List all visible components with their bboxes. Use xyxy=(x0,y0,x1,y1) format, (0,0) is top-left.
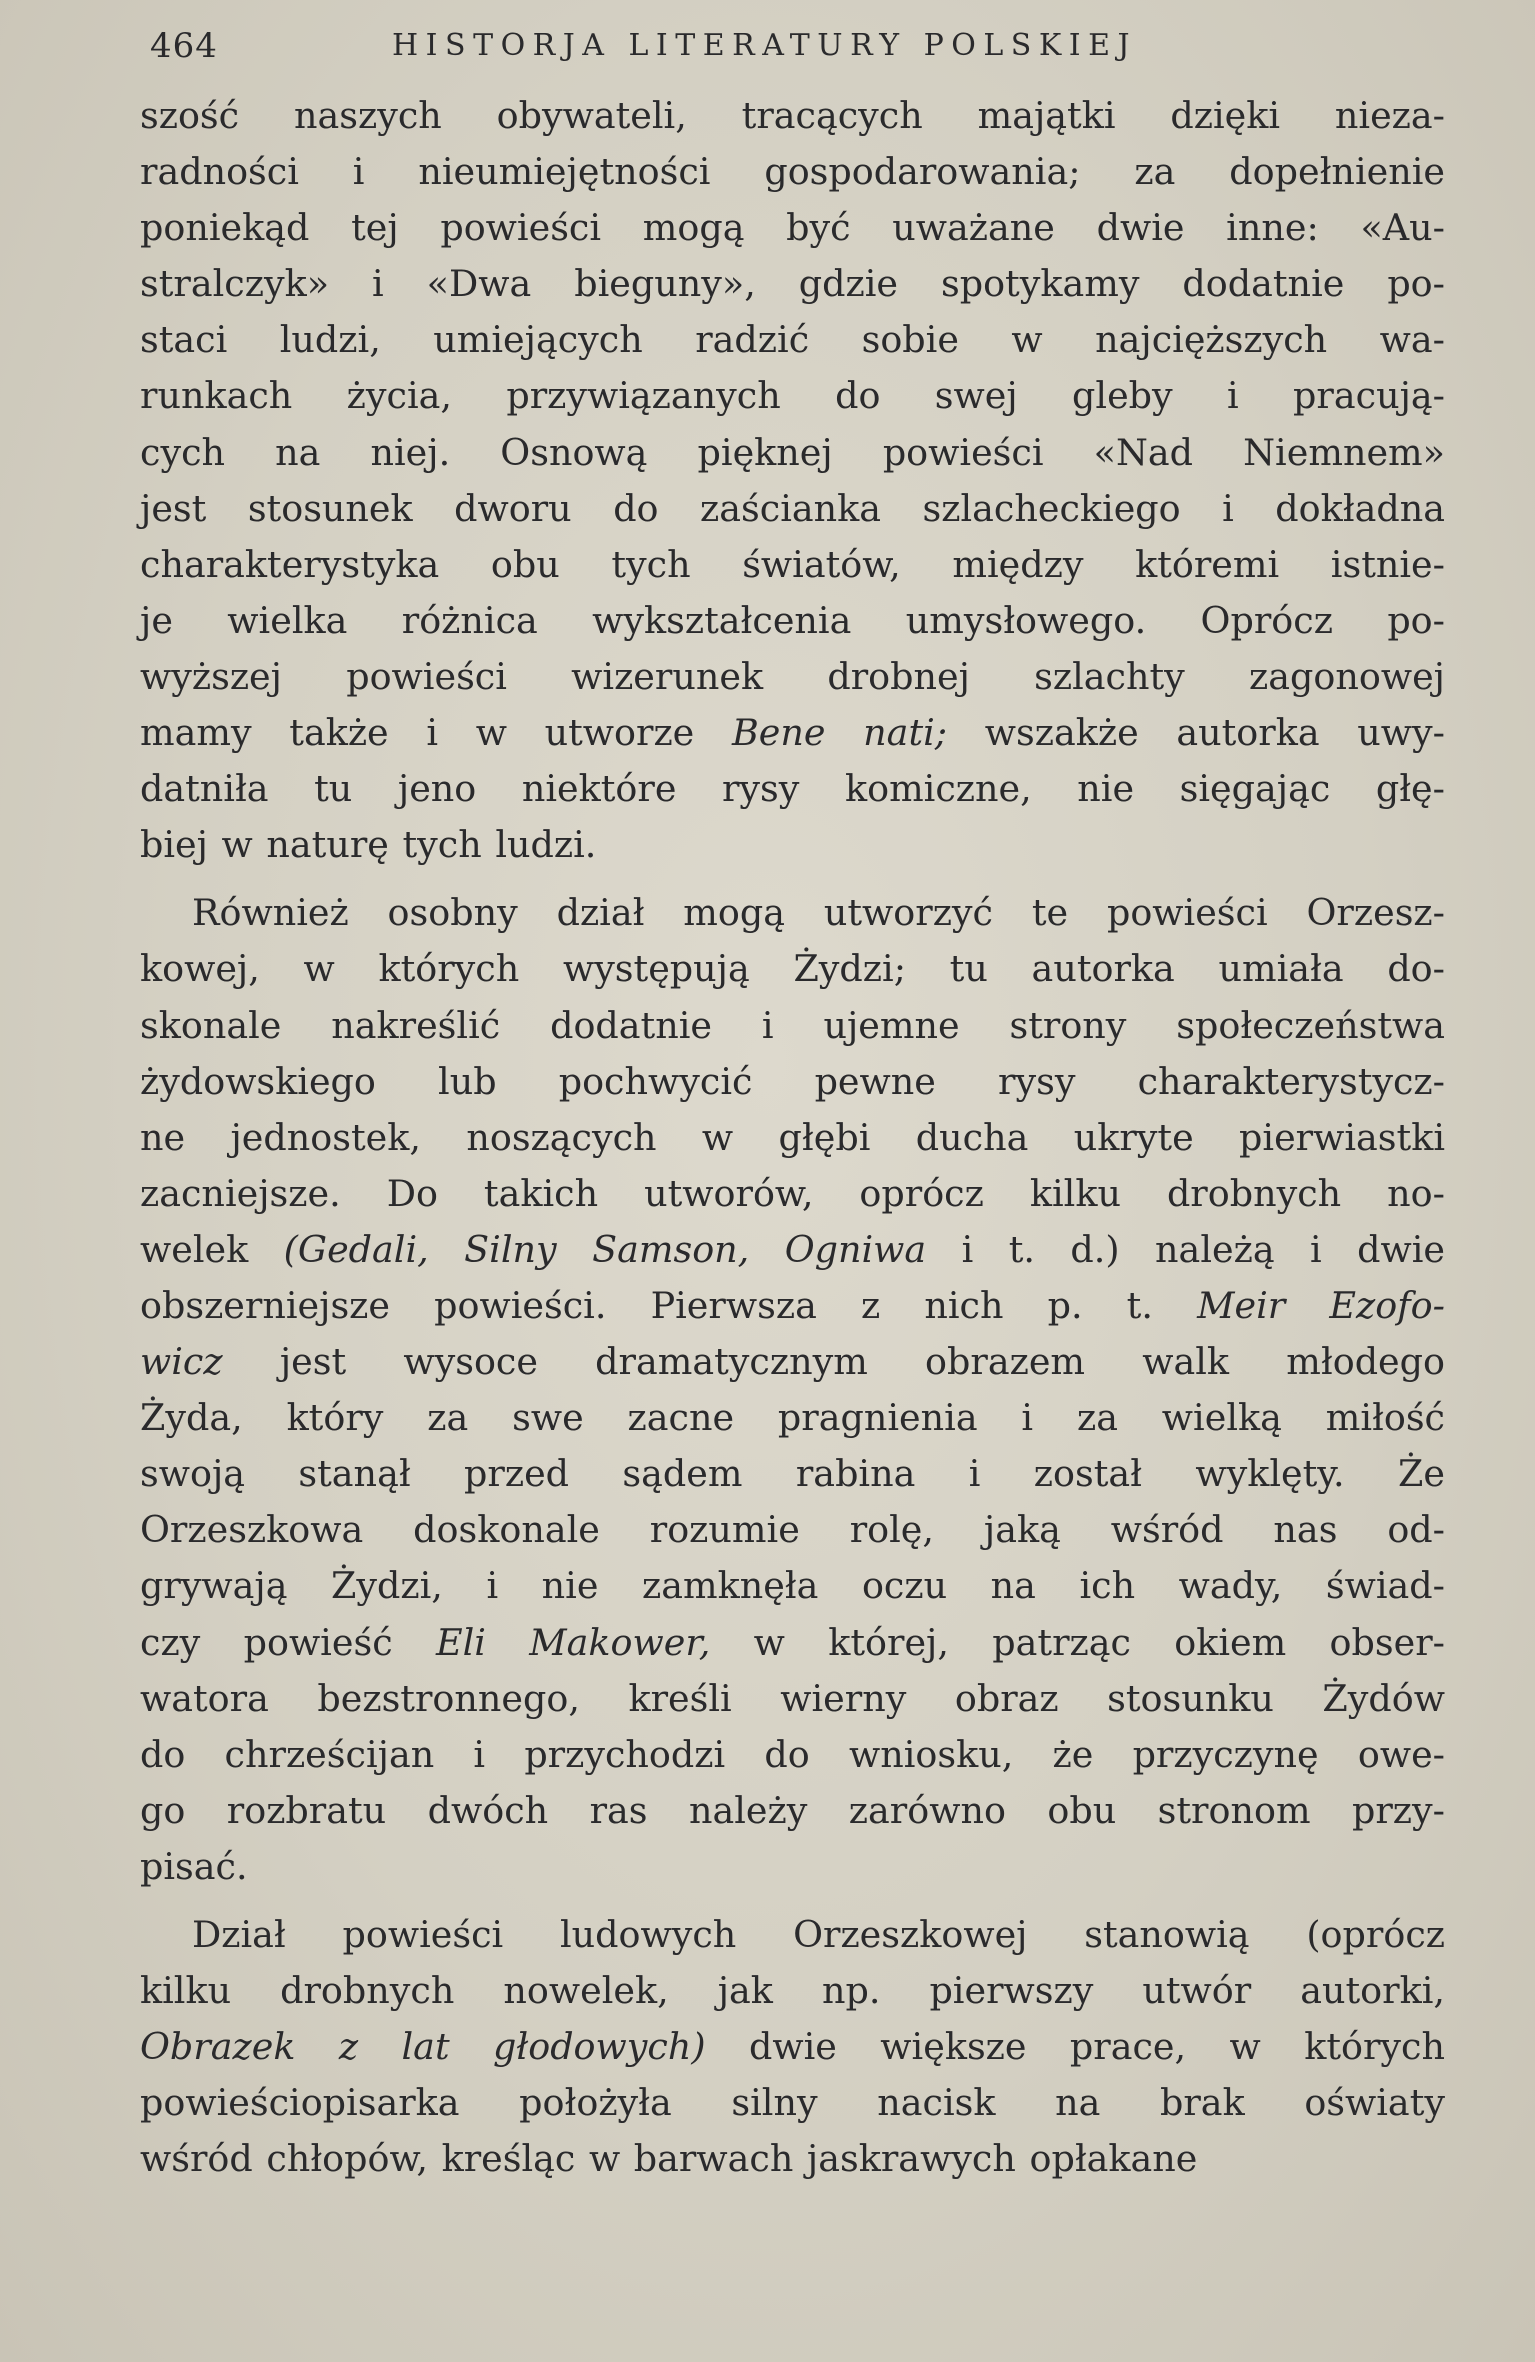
text-line xyxy=(140,1110,1445,1166)
paragraph xyxy=(140,885,1445,1895)
text-line xyxy=(140,144,1445,200)
text-line xyxy=(140,998,1445,1054)
text-line xyxy=(140,1615,1445,1671)
text-segment: watora bezstronnego, kreśli wierny obraz stosunku Żydów xyxy=(140,1676,1445,1720)
text-segment: kilku drobnych nowelek, jak np. pierwszy utwór autorki, xyxy=(140,1969,1445,2013)
paragraph-gap xyxy=(140,1895,1445,1907)
text-line xyxy=(140,1446,1445,1502)
italic-title: wicz xyxy=(140,1340,223,1384)
text-line xyxy=(140,1502,1445,1558)
text-segment: Dział powieści ludowych Orzeszkowej stanowią (oprócz xyxy=(192,1913,1445,1956)
text-line xyxy=(140,1783,1445,1839)
text-line xyxy=(140,1222,1445,1278)
paragraph-gap xyxy=(140,873,1445,885)
text-line xyxy=(140,1166,1445,1222)
italic-title: Meir Ezofo- xyxy=(1197,1283,1445,1327)
text-line xyxy=(140,885,1445,941)
text-segment: czy powieść xyxy=(140,1620,436,1664)
text-segment: wyższej powieści wizerunek drobnej szlachty zagonowej xyxy=(140,654,1445,698)
text-line xyxy=(140,1334,1445,1390)
text-segment: wśród chłopów, kreśląc w barwach jaskrawych opłakane xyxy=(140,2137,1198,2181)
text-segment: Również osobny dział mogą utworzyć te powieści Orzesz- xyxy=(192,891,1445,935)
running-title: HISTORJA LITERATURY POLSKIEJ xyxy=(392,28,1138,63)
text-segment: runkach życia, przywiązanych do swej gleby i pracują- xyxy=(140,374,1445,418)
text-line xyxy=(140,1558,1445,1614)
text-segment: poniekąd tej powieści mogą być uważane dwie inne: «Au- xyxy=(140,206,1445,250)
text-line xyxy=(140,1390,1445,1446)
text-line xyxy=(140,1727,1445,1783)
text-line xyxy=(140,649,1445,705)
text-segment: charakterystyka obu tych światów, między któremi istnie- xyxy=(140,542,1445,586)
text-segment: w której, patrząc okiem obser- xyxy=(710,1620,1445,1664)
paragraph xyxy=(140,88,1445,873)
text-line xyxy=(140,537,1445,593)
text-segment: i t. d.) należą i dwie xyxy=(926,1227,1446,1271)
page-number: 464 xyxy=(150,26,218,66)
text-line xyxy=(140,368,1445,424)
text-segment: Żyda, który za swe zacne pragnienia i za wielką miłość xyxy=(140,1396,1445,1440)
body-text xyxy=(140,88,1445,2187)
text-line xyxy=(140,817,1445,873)
text-line xyxy=(140,1907,1445,1963)
italic-title: Eli Makower, xyxy=(435,1620,711,1664)
text-segment: obszerniejsze powieści. Pierwsza z nich p. t. xyxy=(140,1283,1198,1327)
text-line xyxy=(140,941,1445,997)
text-segment: swoją stanął przed sądem rabina i został wyklęty. Że xyxy=(140,1452,1445,1496)
text-line xyxy=(140,1671,1445,1727)
text-segment: radności i nieumiejętności gospodarowania; za dopełnienie xyxy=(140,150,1445,194)
paragraph xyxy=(140,1907,1445,2187)
text-line xyxy=(140,2019,1445,2075)
text-segment: je wielka różnica wykształcenia umysłowego. Oprócz po- xyxy=(140,598,1445,642)
text-segment: staci ludzi, umiejących radzić sobie w najcięższych wa- xyxy=(140,318,1445,362)
text-line xyxy=(140,1839,1445,1895)
text-segment: grywają Żydzi, i nie zamknęła oczu na ich wady, świad- xyxy=(140,1564,1445,1608)
text-segment: skonale nakreślić dodatnie i ujemne strony społeczeństwa xyxy=(140,1003,1445,1047)
text-segment: zacniejsze. Do takich utworów, oprócz kilku drobnych no- xyxy=(140,1171,1445,1215)
text-line xyxy=(140,1054,1445,1110)
text-line xyxy=(140,2131,1445,2187)
text-line xyxy=(140,481,1445,537)
text-segment: jest wysoce dramatycznym obrazem walk młodego xyxy=(222,1340,1445,1384)
text-line xyxy=(140,256,1445,312)
text-segment: do chrześcijan i przychodzi do wniosku, że przyczynę owe- xyxy=(140,1732,1445,1776)
text-segment: go rozbratu dwóch ras należy zarówno obu stronom przy- xyxy=(140,1788,1445,1832)
text-segment: datniła tu jeno niektóre rysy komiczne, nie sięgając głę- xyxy=(140,767,1445,811)
text-segment: pisać. xyxy=(140,1844,248,1888)
text-line xyxy=(140,1278,1445,1334)
italic-title: Bene nati; xyxy=(731,711,948,755)
text-segment: mamy także i w utworze xyxy=(140,711,732,755)
text-segment: kowej, w których występują Żydzi; tu autorka umiała do- xyxy=(140,947,1445,991)
text-line xyxy=(140,1963,1445,2019)
text-line xyxy=(140,761,1445,817)
text-line xyxy=(140,425,1445,481)
text-segment: cych na niej. Osnową pięknej powieści «Nad Niemnem» xyxy=(140,430,1445,474)
text-segment: szość naszych obywateli, tracących majątki dzięki nieza- xyxy=(140,94,1445,137)
text-segment: jest stosunek dworu do zaścianka szlacheckiego i dokładna xyxy=(140,486,1445,530)
text-line xyxy=(140,312,1445,368)
text-line xyxy=(140,2075,1445,2131)
text-line xyxy=(140,88,1445,144)
text-segment: powieściopisarka położyła silny nacisk na brak oświaty xyxy=(140,2081,1445,2125)
italic-title: Obrazek z lat głodowych) xyxy=(140,2025,706,2069)
text-segment: wszakże autorka uwy- xyxy=(947,711,1445,755)
text-segment: dwie większe prace, w których xyxy=(705,2025,1445,2069)
running-head xyxy=(150,22,1450,72)
text-segment: Orzeszkowa doskonale rozumie rolę, jaką wśród nas od- xyxy=(140,1508,1445,1552)
text-line xyxy=(140,200,1445,256)
text-segment: biej w naturę tych ludzi. xyxy=(140,823,597,867)
text-segment: welek xyxy=(140,1227,284,1271)
italic-title: (Gedali, Silny Samson, Ogniwa xyxy=(283,1227,927,1271)
text-segment: stralczyk» i «Dwa bieguny», gdzie spotykamy dodatnie po- xyxy=(140,262,1445,306)
text-line xyxy=(140,705,1445,761)
text-segment: żydowskiego lub pochwycić pewne rysy charakterystycz- xyxy=(140,1059,1445,1103)
text-line xyxy=(140,593,1445,649)
text-segment: ne jednostek, noszących w głębi ducha ukryte pierwiastki xyxy=(140,1115,1445,1159)
